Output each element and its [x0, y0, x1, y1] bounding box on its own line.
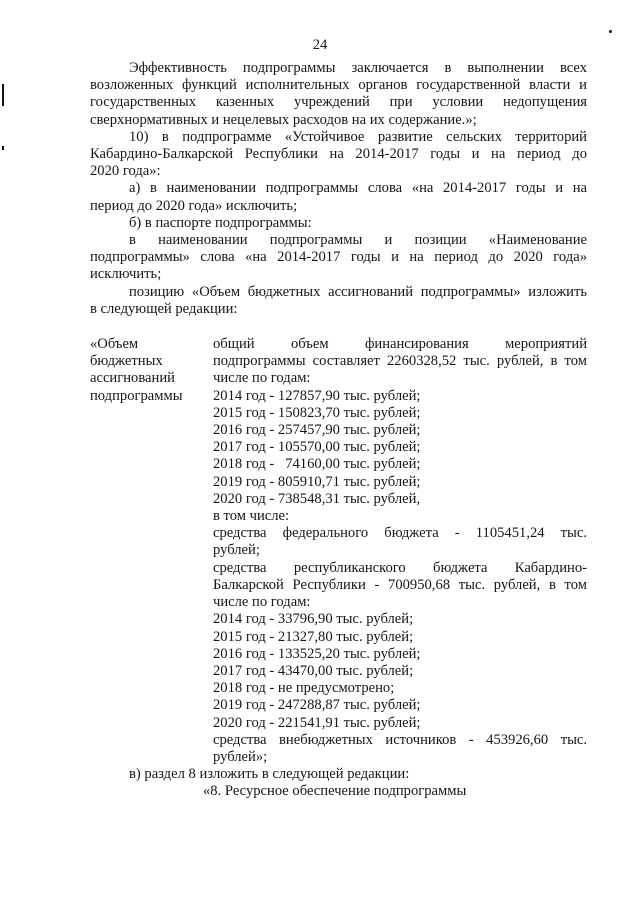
- paragraph-line: государственных казенных учреждений при условии недопущения: [90, 94, 587, 111]
- year-line: 2016 год - 257457,90 тыс. рублей;: [213, 422, 421, 439]
- passport-line: Балкарской Республики - 700950,68 тыс. рублей, в том: [213, 576, 587, 593]
- paragraph-line: Кабардино-Балкарской Республики на 2014-2017 годы и на период до: [90, 146, 587, 163]
- paragraph-line: Эффективность подпрограммы заключается в выполнении всех: [129, 60, 587, 76]
- paragraph-line: возложенных функций исполнительных органов государственной власти и: [90, 77, 587, 94]
- passport-line: числе по годам:: [213, 594, 311, 611]
- page-number: 24: [312, 37, 328, 53]
- passport-label-line: ассигнований: [90, 370, 175, 387]
- passport-line: подпрограммы составляет 2260328,52 тыс. рублей, в том: [213, 353, 587, 370]
- passport-label-line: «Объем: [90, 336, 139, 353]
- year-line: 2019 год - 805910,71 тыс. рублей;: [213, 473, 421, 490]
- year-line: 2017 год - 105570,00 тыс. рублей;: [213, 439, 421, 456]
- year-line: 2018 год - не предусмотрено;: [213, 680, 395, 697]
- year-line: 2020 год - 738548,31 тыс. рублей,: [213, 490, 421, 507]
- passport-label-line: подпрограммы: [90, 387, 183, 404]
- paragraph-line: исключить;: [90, 266, 162, 283]
- paragraph-line: а) в наименовании подпрограммы слова «на 2014-2017 годы и на: [129, 180, 587, 197]
- passport-label-cell: [90, 336, 213, 766]
- paragraph-line: подпрограммы» слова «на 2014-2017 годы и на период до 2020 года»: [90, 249, 587, 266]
- year-line: 2015 год - 150823,70 тыс. рублей;: [213, 404, 421, 421]
- paragraph-line: 10) в подпрограмме «Устойчивое развитие сельских территорий: [129, 128, 587, 145]
- paragraph-line: б) в паспорте подпрограммы:: [129, 214, 312, 231]
- passport-line: рублей»;: [213, 748, 268, 765]
- margin-mark: [609, 30, 612, 33]
- passport-line: рублей;: [213, 542, 260, 559]
- margin-mark: [2, 146, 4, 150]
- paragraph-line: 2020 года»:: [90, 163, 161, 180]
- document-body: [90, 60, 587, 801]
- year-line: 2016 год - 133525,20 тыс. рублей;: [213, 645, 421, 662]
- year-line: 2020 год - 221541,91 тыс. рублей;: [213, 714, 421, 731]
- year-line: 2014 год - 127857,90 тыс. рублей;: [213, 387, 421, 404]
- passport-table: [90, 336, 587, 766]
- margin-mark: [2, 84, 4, 106]
- paragraph-line: в наименовании подпрограммы и позиции «Наименование: [129, 232, 587, 249]
- passport-line: числе по годам:: [213, 370, 311, 387]
- passport-line: в том числе:: [213, 508, 290, 525]
- paragraph-line: позицию «Объем бюджетных ассигнований подпрограммы» изложить: [129, 283, 587, 300]
- year-line: 2015 год - 21327,80 тыс. рублей;: [213, 628, 414, 645]
- passport-label-line: бюджетных: [90, 353, 163, 370]
- passport-line: средства внебюджетных источников - 453926,60 тыс.: [213, 731, 587, 748]
- paragraph-line: период до 2020 года» исключить;: [90, 197, 298, 214]
- section-heading: «8. Ресурсное обеспечение подпрограммы: [203, 783, 467, 800]
- passport-line: средства республиканского бюджета Кабардино-: [213, 559, 587, 576]
- passport-line: общий объем финансирования мероприятий: [213, 336, 587, 353]
- year-line: 2014 год - 33796,90 тыс. рублей;: [213, 611, 414, 628]
- year-line: 2019 год - 247288,87 тыс. рублей;: [213, 697, 421, 714]
- passport-value-cell: [213, 336, 587, 766]
- paragraph-line: в) раздел 8 изложить в следующей редакции:: [129, 766, 410, 783]
- year-line: 2018 год - 74160,00 тыс. рублей;: [213, 456, 421, 473]
- paragraph-line: сверхнормативных и нецелевых расходов на их содержание.»;: [90, 111, 477, 128]
- paragraph-line: в следующей редакции:: [90, 300, 238, 317]
- year-line: 2017 год - 43470,00 тыс. рублей;: [213, 662, 414, 679]
- passport-line: средства федерального бюджета - 1105451,24 тыс.: [213, 525, 587, 542]
